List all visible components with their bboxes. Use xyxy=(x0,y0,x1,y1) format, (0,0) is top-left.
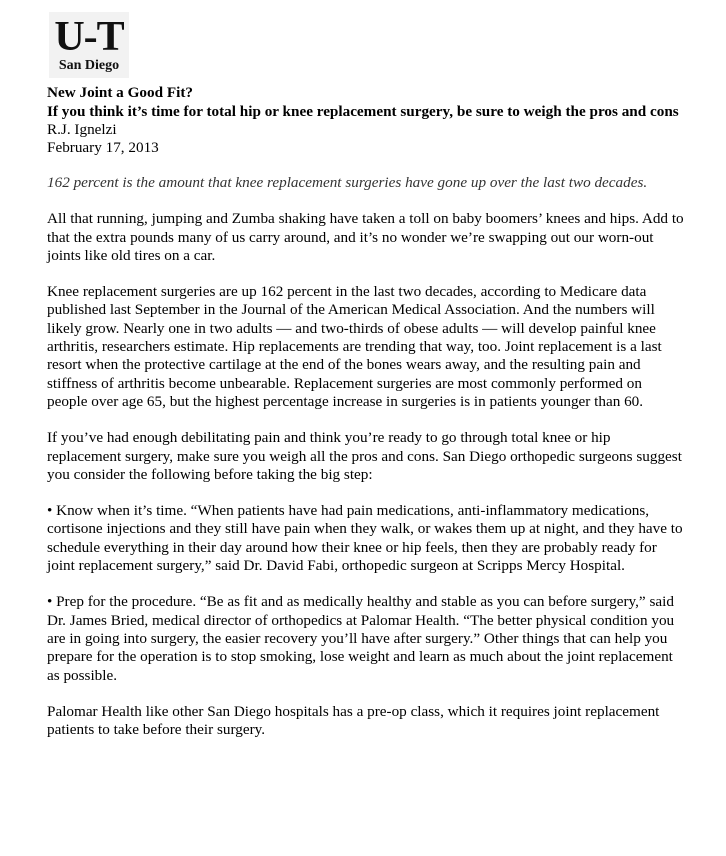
article-headline: New Joint a Good Fit? xyxy=(47,84,193,101)
article-subheadline: If you think it’s time for total hip or knee replacement surgery, be sure to weigh the pros and cons xyxy=(47,103,679,120)
article-date: February 17, 2013 xyxy=(47,139,159,156)
paragraph: Palomar Health like other San Diego hospitals has a pre-op class, which it requires joint replacement patients to take before their surgery. xyxy=(47,702,660,739)
logo-ut-text: U-T xyxy=(54,14,124,60)
bullet-paragraph: • Know when it’s time. “When patients have had pain medications, anti-inflammatory medications, cortisone injections and they still have pain when they walk, or wakes them up at night, and they have to schedule everything in their day around how their knee or hip feels, then they are probably ready for joint replacement surgery,” said Dr. David Fabi, orthopedic surgeon at Scripps Mercy Hospital. xyxy=(47,502,683,575)
paragraph: Knee replacement surgeries are up 162 percent in the last two decades, according to Medicare data published last September in the Journal of the American Medical Association. And the numbers will likely grow. Nearly one in two adults — and two-thirds of obese adults — will develop painful knee arthritis, researchers estimate. Hip replacements are trending that way, too. Joint replacement is a last resort when the protective cartilage at the end of the bones wears away, and the resulting pain and stiffness of arthritis become unbearable. Replacement surgeries are most commonly performed on people over age 65, but the highest percentage increase in surgeries is in patients younger than 60. xyxy=(47,283,662,410)
ut-san-diego-logo xyxy=(49,12,129,78)
article-author: R.J. Ignelzi xyxy=(47,121,117,138)
paragraph: If you’ve had enough debilitating pain and think you’re ready to go through total knee or hip replacement surgery, make sure you weigh all the pros and cons. San Diego orthopedic surgeons suggest you consider the following before taking the big step: xyxy=(47,429,682,483)
article-page xyxy=(47,12,685,739)
logo-san-diego-text: San Diego xyxy=(58,58,120,73)
bullet-paragraph: • Prep for the procedure. “Be as fit and as medically healthy and stable as you can before surgery,” said Dr. James Bried, medical director of orthopedics at Palomar Health. “The better physical condition you are in going into surgery, the easier recovery you’ll have after surgery.” Other things that can help you prepare for the operation is to stop smoking, lose weight and learn as much about the joint replacement as possible. xyxy=(47,593,675,684)
paragraph: All that running, jumping and Zumba shaking have taken a toll on baby boomers’ knees and hips. Add to that the extra pounds many of us carry around, and it’s no wonder we’re swapping out our worn-out joints like old tires on a car. xyxy=(47,210,684,264)
article-lead: 162 percent is the amount that knee replacement surgeries have gone up over the last two decades. xyxy=(47,174,648,191)
